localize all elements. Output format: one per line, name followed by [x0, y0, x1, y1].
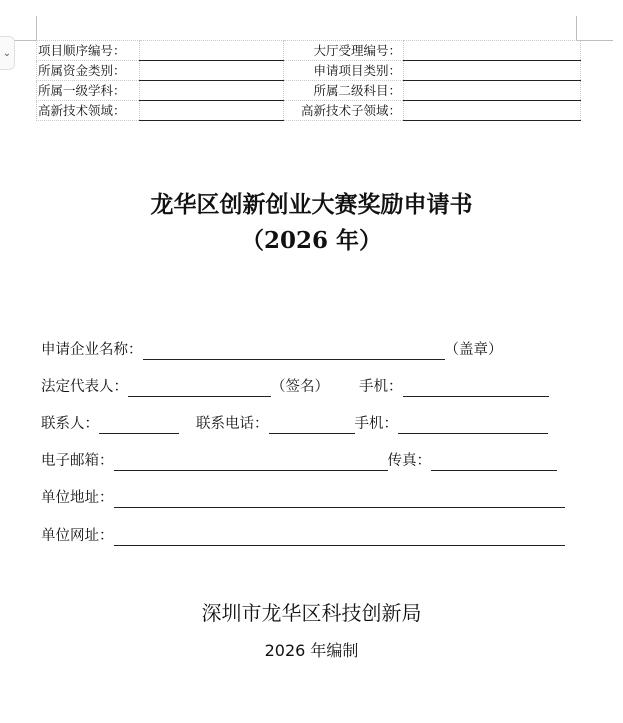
project-sequence-field[interactable]	[140, 41, 284, 61]
legal-rep-field[interactable]	[128, 378, 271, 397]
sign-note: （签名）	[271, 379, 329, 395]
email-label: 电子邮箱：	[41, 453, 114, 469]
legal-rep-mobile-label: 手机：	[359, 379, 403, 395]
issuing-organization: 深圳市龙华区科技创新局	[201, 601, 422, 625]
address-field[interactable]	[114, 489, 565, 508]
fund-category-label: 所属资金类别：	[37, 61, 140, 81]
table-row	[37, 41, 581, 61]
table-row	[37, 81, 581, 101]
website-field[interactable]	[114, 527, 565, 546]
project-sequence-label: 项目顺序编号：	[37, 41, 140, 61]
fund-category-field[interactable]	[140, 61, 284, 81]
table-row	[37, 61, 581, 81]
legal-rep-mobile-field[interactable]	[403, 378, 549, 397]
website-label: 单位网址：	[41, 528, 114, 544]
hightech-field-label: 高新技术领域：	[37, 101, 140, 121]
table-row	[37, 101, 581, 121]
legal-rep-row	[41, 373, 549, 397]
address-label: 单位地址：	[41, 490, 114, 506]
address-row	[41, 484, 565, 508]
compiled-year: 2026 年编制	[264, 641, 359, 660]
contact-mobile-label: 手机：	[354, 416, 398, 432]
company-name-label: 申请企业名称：	[41, 342, 143, 358]
website-row	[41, 522, 565, 546]
project-info-table	[36, 40, 581, 121]
hightech-subfield-field[interactable]	[404, 101, 581, 121]
contact-row	[41, 410, 548, 434]
legal-rep-label: 法定代表人：	[41, 379, 128, 395]
document-title: 龙华区创新创业大赛奖励申请书	[150, 191, 473, 218]
crop-mark-top-right	[576, 16, 613, 41]
hightech-subfield-label: 高新技术子领域：	[284, 101, 404, 121]
primary-discipline-field[interactable]	[140, 81, 284, 101]
project-category-label: 申请项目类别：	[284, 61, 404, 81]
project-category-field[interactable]	[404, 61, 581, 81]
email-field[interactable]	[114, 452, 388, 471]
fax-field[interactable]	[431, 452, 557, 471]
contact-phone-field[interactable]	[269, 415, 355, 434]
email-row	[41, 447, 557, 471]
seal-note: （盖章）	[444, 342, 503, 358]
contact-phone-label: 联系电话：	[196, 416, 269, 432]
primary-discipline-label: 所属一级学科：	[37, 81, 140, 101]
contact-label: 联系人：	[41, 416, 99, 432]
chevron-down-icon: ⌄	[2, 47, 12, 59]
document-year-title: （2026 年）	[240, 227, 383, 254]
collapse-toggle-button[interactable]	[0, 36, 15, 70]
secondary-subject-label: 所属二级科目：	[284, 81, 404, 101]
hightech-field-field[interactable]	[140, 101, 284, 121]
contact-field[interactable]	[99, 415, 179, 434]
company-name-field[interactable]	[143, 341, 445, 360]
fax-label: 传真：	[387, 453, 431, 469]
secondary-subject-field[interactable]	[404, 81, 581, 101]
hall-acceptance-label: 大厅受理编号：	[284, 41, 404, 61]
company-row	[41, 336, 503, 360]
contact-mobile-field[interactable]	[398, 415, 548, 434]
hall-acceptance-field[interactable]	[404, 41, 581, 61]
